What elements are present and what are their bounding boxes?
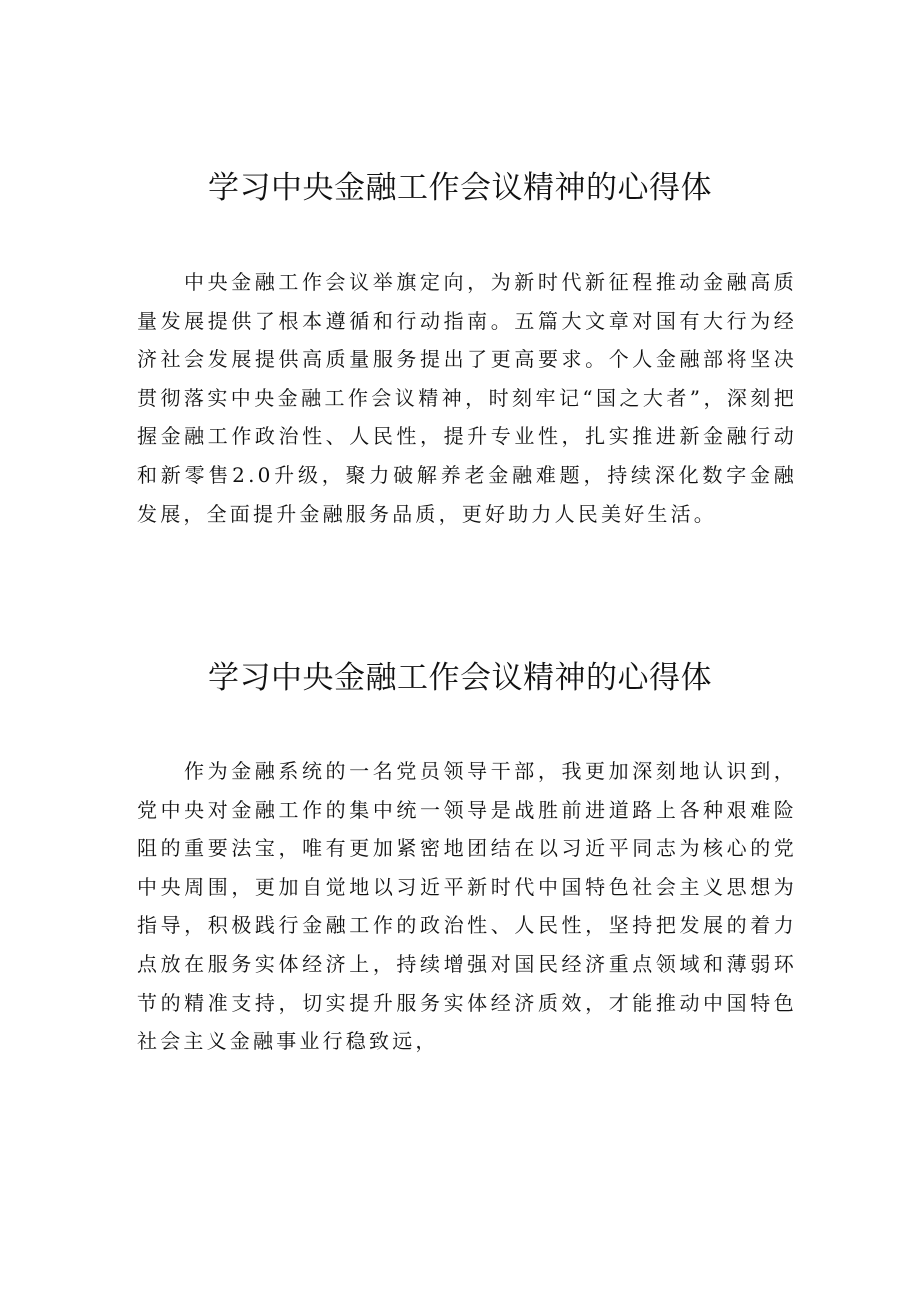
section-1-paragraph: 中央金融工作会议举旗定向，为新时代新征程推动金融高质量发展提供了根本遵循和行动指南。五篇大文章对国有大行为经济社会发展提供高质量服务提出了更高要求。个人金融部将坚决贯彻落实中央金融工作会议精神，时刻牢记“国之大者”，深刻把握金融工作政治性、人民性，提升专业性，扎实推进新金融行动和新零售2.0升级，聚力破解养老金融难题，持续深化数字金融发展，全面提升金融服务品质，更好助力人民美好生活。 bbox=[137, 270, 797, 526]
section-2-title: 学习中央金融工作会议精神的心得体 bbox=[208, 660, 712, 696]
section-2-paragraph: 作为金融系统的一名党员领导干部，我更加深刻地认识到，党中央对金融工作的集中统一领导是战胜前进道路上各种艰难险阻的重要法宝，唯有更加紧密地团结在以习近平同志为核心的党中央周围，更加自觉地以习近平新时代中国特色社会主义思想为指导，积极践行金融工作的政治性、人民性，坚持把发展的着力点放在服务实体经济上，持续增强对国民经济重点领域和薄弱环节的精准支持，切实提升服务实体经济质效，才能推动中国特色社会主义金融事业行稳致远， bbox=[137, 759, 797, 1054]
section-1-title: 学习中央金融工作会议精神的心得体 bbox=[208, 170, 712, 206]
